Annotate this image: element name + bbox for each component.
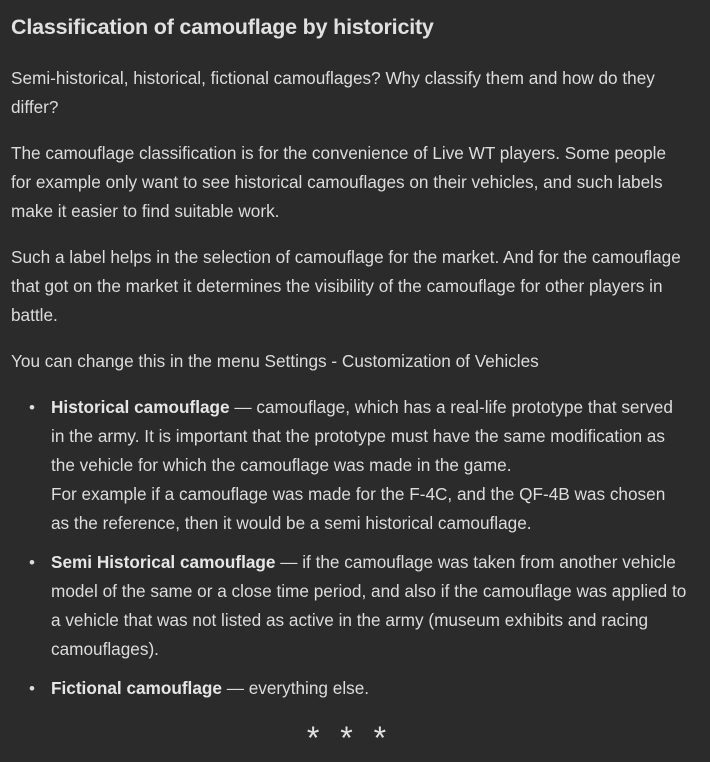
term-historical: Historical camouflage	[51, 397, 230, 417]
intro-question: Semi-historical, historical, fictional camouflages? Why classify them and how do they differ?	[11, 68, 655, 117]
list-item-historical	[29, 393, 688, 538]
list-item-semi-historical	[29, 548, 688, 664]
term-fictional: Fictional camouflage	[51, 678, 222, 698]
example-historical: For example if a camouflage was made for the F-4C, and the QF-4B was chosen as the reference, then it would be a semi historical camouflage.	[51, 484, 666, 533]
term-semi-historical: Semi Historical camouflage	[51, 552, 276, 572]
description-fictional: — everything else.	[221, 678, 370, 698]
market-label-info: Such a label helps in the selection of camouflage for the market. And for the camouflage that got on the market it determines the visibility of the camouflage for other players in battle.	[11, 247, 681, 325]
list-item-fictional	[29, 674, 688, 703]
bullet-icon: •	[29, 553, 35, 572]
section-separator: * * *	[306, 720, 393, 756]
description-historical: — camouflage, which has a real-life prototype that served in the army. It is important that the prototype must have the same modification as the vehicle for which the camouflage was made in the game.	[51, 397, 673, 475]
bullet-icon: •	[29, 398, 35, 417]
page-title: Classification of camouflage by historicity	[11, 15, 434, 39]
bullet-icon: •	[29, 679, 35, 698]
camouflage-types-list	[11, 393, 688, 703]
classification-purpose: The camouflage classification is for the convenience of Live WT players. Some people for example only want to see historical camouflages on their vehicles, and such labels make it easier to find suitable work.	[11, 143, 667, 221]
description-semi-historical: — if the camouflage was taken from another vehicle model of the same or a close time period, and also if the camouflage was applied to a vehicle that was not listed as active in the army (museum exhibits and racing camouflages).	[51, 552, 687, 659]
settings-hint: You can change this in the menu Settings - Customization of Vehicles	[11, 351, 539, 371]
